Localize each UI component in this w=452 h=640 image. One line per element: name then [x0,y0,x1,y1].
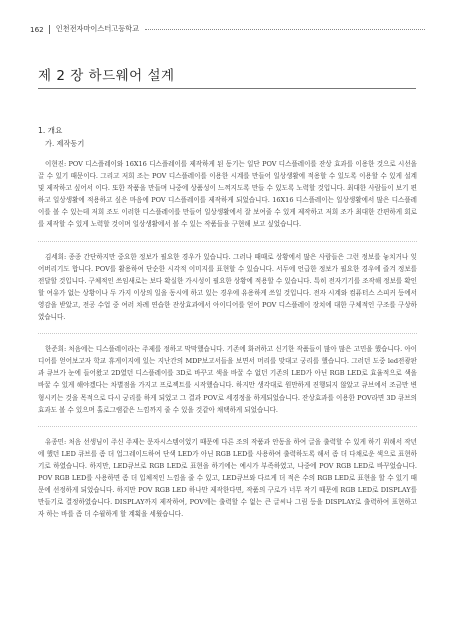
header-separator [49,25,50,34]
chapter-underline [38,88,416,89]
paragraph-yoo: 유종민: 처음 선생님이 주신 주제는 문자시스템이었기 때문에 다른 조의 작품과 안동을 하여 글을 출력할 수 있게 하기 위해서 작년에 했던 LED 큐브를 좀 더 업그레이드하여 단색 LED가 아닌 RGB LED를 사용하여 출력하도록 해서 좀 더 다채로운 색으로 표현하기로 하였습니다. 하지만, LED큐브로 RGB LED로 표현을 하기에는 예시가 부족하였고, 나중에 POV RGB LED로 바꾸었습니다. POV RGB LED를 사용하면 좀 더 입체적인 느낌을 줄 수 있고, LED큐브와 다르게 더 적은 수의 RGB LED로 표현을 할 수 있기 때문에 선정하게 되었습니다. 하지만 POV RGB LED 하나만 제작한다면, 작품의 구로가 너무 작기 때문에 RGB LED로 DISPLAY를 만들기로 결정하였습니다. DISPLAY까지 제작하여, POV에는 출력할 수 없는 큰 글씨나 그림 등을 DISPLAY로 출력하여 표현하고자 하는 바를 좀 더 수월하게 할 계획을 세웠습니다. [38,437,417,519]
paragraph-divider [38,333,417,334]
paragraph-lee: 이현진: POV 디스플레이와 16X16 디스플레이를 제작하게 된 동기는 일단 POV 디스플레이를 잔상 효과를 이용한 것으로 시선을 끌 수 있기 때문이다. 그리고 저희 조는 POV 디스플레이를 이용한 시계를 만들어 일상생활에 적용할 수 있도록 이용할 수 있게 설계 및 제작하고 싶어서 이다. 또한 작품을 만들며 나중에 상품성이 느껴지도록 만들 수 있도록 노력할 것입니다. 최대한 사람들이 보기 편하고 일상생활에 적용하고 싶은 마음에 POV 디스플레이를 제작하게 되었습니다. 16X16 디스플레이는 일상생활에서 많은 디스플레이를 볼 수 있는데 저희 조도 이러한 디스플레이를 만들어 일상생활에서 잘 보여줄 수 있게 제작하고 저희 조가 최대한 간편하게 회로를 제작할 수 있게 노력할 것이며 일상생활에서 볼 수 있는 작품들을 구현해 보고 싶었습니다. [38,160,417,229]
book-title: 인천전자마이스터고등학교 [55,24,140,33]
subsection-title: 가. 제작동기 [45,139,85,148]
header-dotted-rule [145,29,425,30]
page-number: 162 [30,24,44,34]
chapter-title: 제 2 장 하드웨어 설계 [38,68,175,84]
body-text [38,158,417,530]
paragraph-divider [38,241,417,242]
paragraph-han: 한준희: 처음에는 디스플레이라는 주제를 정하고 막막했습니다. 기존에 화려하고 신기한 작품들이 많아 많은 고민을 했습니다. 아이디어를 얻어보고자 학교 휴게이지에 있는 지난간의 MDP보고서들을 보면서 머리를 맞대고 궁리를 했습니다. 그러던 도중 led전광판과 큐브가 눈에 들어왔고 2D였던 디스플레이를 3D로 바꾸고 색을 바꿀 수 없던 기존의 LED가 아닌 RGB LED로 효율적으로 색을 바꿀 수 있게 해야겠다는 차별점을 가지고 프로젝트를 시작했습니다. 하지만 생각대로 원만하게 진행되지 않았고 큐브에서 조금만 변형시키는 것을 목적으로 다시 궁리를 하게 되었고 그 결과 POV로 세경정을 하게되었습니다. 잔상효과를 이용한 POV라면 3D 큐브의 효과도 볼 수 있으며 홀로그램같은 느낌까지 줄 수 있을 것같아 채택하게 되었습니다. [38,345,417,414]
paragraph-divider [38,426,417,427]
section-title: 1. 개요 [38,126,63,135]
paragraph-kim: 김세희: 종종 간단하지만 중요한 정보가 필요한 경우가 있습니다. 그러나 때때로 상황에서 많은 사람들은 그런 정보를 놓치거나 잊어버리기도 합니다. POV를 활용하여 단순한 시각적 이미지를 표현할 수 있습니다. 서두에 언급한 정보가 필요한 경우에 즐겨 정보를 전달할 것입니다. 구체적인 쓰임새로는 보다 확실한 가시성이 필요한 상황에 적용할 수 있습니다. 특히 전자기기를 조작해 정보를 확인할 여유가 없는 상황이나 두 가지 이상의 일을 동시에 하고 있는 경우에 유용하게 쓰일 것입니다. 전자 시계와 컴퓨터스 스피커 등에서 영감을 받았고, 전공 수업 중 여러 차례 연습한 잔상효과에서 아이디어를 얻어 POV 디스플레이 장치에 대한 구체적인 구조를 구상하였습니다. [38,252,417,322]
running-header [30,22,425,36]
